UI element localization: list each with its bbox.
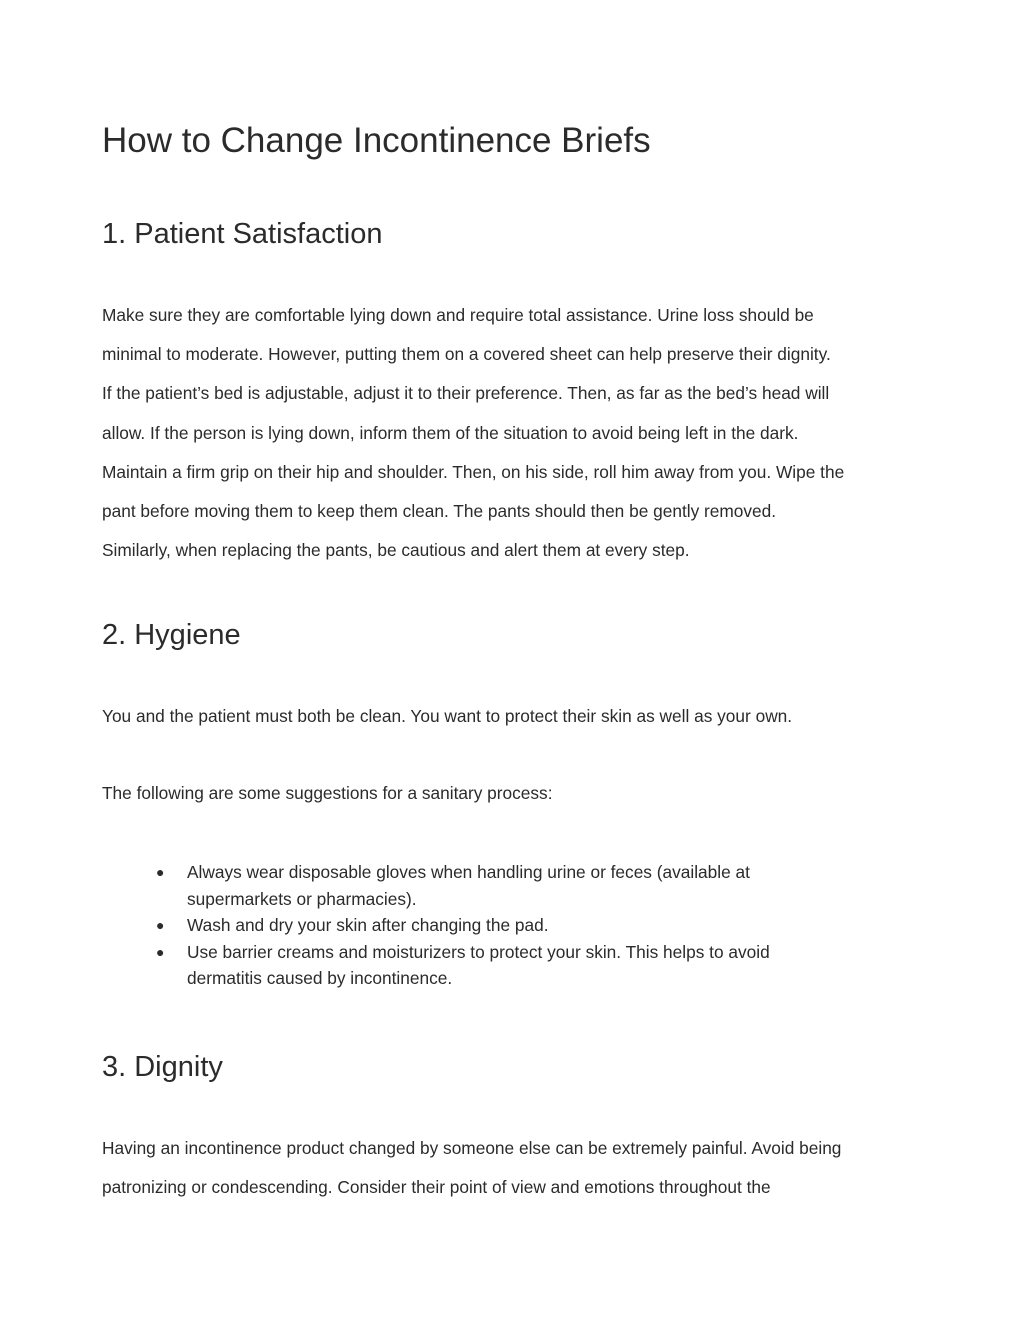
section-heading-dignity: 3. Dignity <box>102 1051 223 1083</box>
document-title: How to Change Incontinence Briefs <box>102 121 651 160</box>
bullet-item-gloves <box>102 859 932 912</box>
bullet-marker: ● <box>156 917 165 934</box>
bullet-item-wash <box>102 912 932 939</box>
section-paragraph-dignity <box>102 1129 932 1207</box>
hygiene-intro-text: You and the patient must both be clean. You want to protect their skin as well as your own. <box>102 706 793 726</box>
bullet-line: supermarkets or pharmacies). <box>187 888 417 909</box>
bullet-line: dermatitis caused by incontinence. <box>187 968 453 989</box>
paragraph-line: If the patient’s bed is adjustable, adjust it to their preference. Then, as far as the bed’s head will <box>102 383 830 404</box>
bullet-line: Always wear disposable gloves when handling urine or feces (available at <box>187 862 750 882</box>
paragraph-line: patronizing or condescending. Consider their point of view and emotions throughout the <box>102 1177 771 1198</box>
hygiene-lead-text: The following are some suggestions for a sanitary process: <box>102 783 553 803</box>
bullet-marker: ● <box>156 864 165 880</box>
paragraph-line: Having an incontinence product changed by someone else can be extremely painful. Avoid being <box>102 1138 842 1158</box>
paragraph-line: Similarly, when replacing the pants, be cautious and alert them at every step. <box>102 540 690 561</box>
paragraph-line: pant before moving them to keep them clean. The pants should then be gently removed. <box>102 501 777 522</box>
section-heading-patient-satisfaction: 1. Patient Satisfaction <box>102 218 383 250</box>
bullet-item-creams <box>102 939 932 992</box>
bullet-line: Use barrier creams and moisturizers to protect your skin. This helps to avoid <box>187 941 770 962</box>
paragraph-line: Make sure they are comfortable lying down and require total assistance. Urine loss should be <box>102 305 814 325</box>
hygiene-bullet-list <box>102 859 932 992</box>
section-paragraph-patient-satisfaction <box>102 296 932 570</box>
bullet-line: Wash and dry your skin after changing the pad. <box>187 915 549 936</box>
paragraph-line: Maintain a firm grip on their hip and shoulder. Then, on his side, roll him away from you. Wipe the <box>102 461 845 482</box>
paragraph-line: minimal to moderate. However, putting them on a covered sheet can help preserve their dignity. <box>102 344 831 365</box>
section-heading-hygiene: 2. Hygiene <box>102 619 241 651</box>
bullet-marker: ● <box>156 943 165 960</box>
paragraph-line: allow. If the person is lying down, inform them of the situation to avoid being left in the dark. <box>102 422 799 443</box>
